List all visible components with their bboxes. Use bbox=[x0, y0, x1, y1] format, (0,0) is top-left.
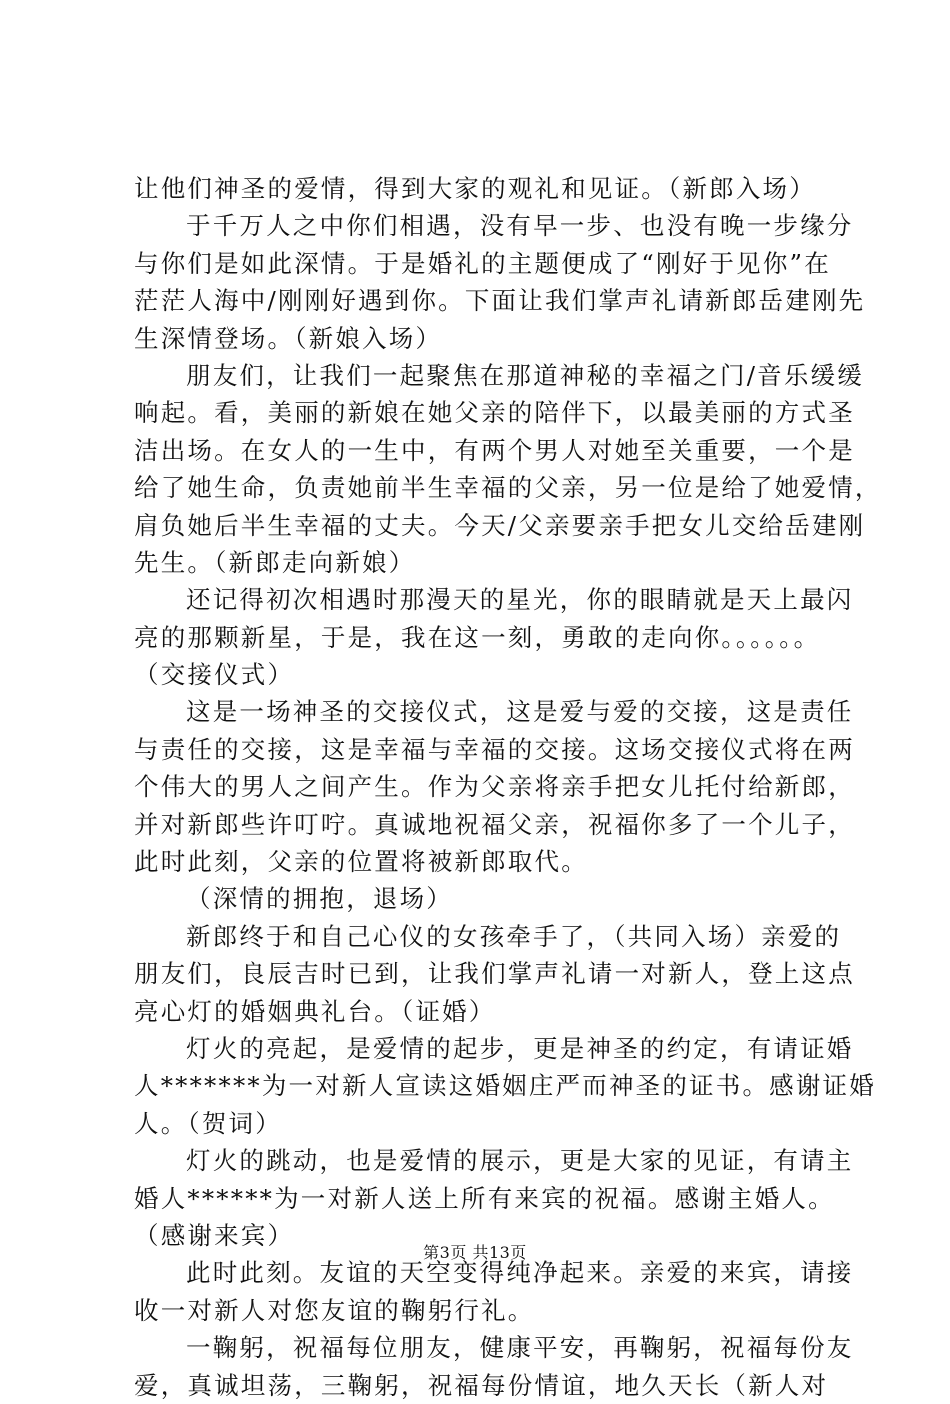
text-line: 响起。看，美丽的新娘在她父亲的陪伴下，以最美丽的方式圣 bbox=[134, 398, 855, 428]
text-line: 先生。（新郎走向新娘） bbox=[134, 547, 416, 577]
text-line: 此时此刻。友谊的天空变得纯净起来。亲爱的来宾，请接 bbox=[186, 1258, 854, 1288]
text-line: 人*******为一对新人宣读这婚姻庄严而神圣的证书。感谢证婚 bbox=[134, 1071, 876, 1101]
page-number-footer: 第3页 共13页 bbox=[423, 1243, 527, 1262]
text-line: 亮的那颗新星，于是，我在这一刻，勇敢的走向你。。。。。。 bbox=[134, 622, 821, 652]
text-line: 朋友们，良辰吉时已到，让我们掌声礼请一对新人，登上这点 bbox=[134, 959, 855, 989]
text-line: 生深情登场。（新娘入场） bbox=[134, 323, 443, 353]
text-line: 茫茫人海中/刚刚好遇到你。下面让我们掌声礼请新郎岳建刚先 bbox=[134, 286, 866, 316]
text-line: 还记得初次相遇时那漫天的星光，你的眼睛就是天上最闪 bbox=[186, 585, 854, 615]
text-line: 与责任的交接，这是幸福与幸福的交接。这场交接仪式将在两 bbox=[134, 734, 855, 764]
text-line: 新郎终于和自己心仪的女孩牵手了，（共同入场）亲爱的 bbox=[186, 921, 842, 951]
text-line: 收一对新人对您友谊的鞠躬行礼。 bbox=[134, 1295, 535, 1325]
text-line: 让他们神圣的爱情，得到大家的观礼和见证。（新郎入场） bbox=[134, 174, 816, 203]
text-line: 爱，真诚坦荡，三鞠躬，祝福每份情谊，地久天长（新人对 bbox=[134, 1370, 829, 1400]
text-line: （交接仪式） bbox=[134, 660, 295, 690]
text-line: 灯火的跳动，也是爱情的展示，更是大家的见证，有请主 bbox=[186, 1146, 854, 1176]
text-line: （深情的拥抱，退场） bbox=[186, 884, 453, 914]
body-text bbox=[134, 170, 882, 1404]
text-line: 于千万人之中你们相遇，没有早一步、也没有晚一步缘分 bbox=[186, 211, 854, 241]
text-line: 给了她生命，负责她前半生幸福的父亲，另一位是给了她爱情， bbox=[134, 473, 882, 503]
text-line: 洁出场。在女人的一生中，有两个男人对她至关重要，一个是 bbox=[134, 435, 855, 465]
text-line: 这是一场神圣的交接仪式，这是爱与爱的交接，这是责任 bbox=[186, 697, 854, 727]
text-line: 肩负她后半生幸福的丈夫。今天/父亲要亲手把女儿交给岳建刚 bbox=[134, 510, 866, 540]
text-line: 并对新郎些许叮咛。真诚地祝福父亲，祝福你多了一个儿子， bbox=[134, 809, 855, 839]
text-line: 灯火的亮起，是爱情的起步，更是神圣的约定，有请证婚 bbox=[186, 1033, 854, 1063]
text-line: 婚人******为一对新人送上所有来宾的祝福。感谢主婚人。 bbox=[134, 1183, 835, 1213]
text-line: 亮心灯的婚姻典礼台。（证婚） bbox=[134, 996, 496, 1026]
text-line: 朋友们，让我们一起聚焦在那道神秘的幸福之门/音乐缓缓 bbox=[186, 360, 864, 390]
text-line: （感谢来宾） bbox=[134, 1220, 295, 1250]
text-line: 人。（贺词） bbox=[134, 1108, 282, 1138]
text-line: 一鞠躬，祝福每位朋友，健康平安，再鞠躬，祝福每份友 bbox=[186, 1333, 854, 1363]
text-line: 个伟大的男人之间产生。作为父亲将亲手把女儿托付给新郎， bbox=[134, 772, 855, 802]
text-line: 与你们是如此深情。于是婚礼的主题便成了“刚好于见你”在 bbox=[134, 248, 831, 278]
text-line: 此时此刻，父亲的位置将被新郎取代。 bbox=[134, 847, 588, 877]
